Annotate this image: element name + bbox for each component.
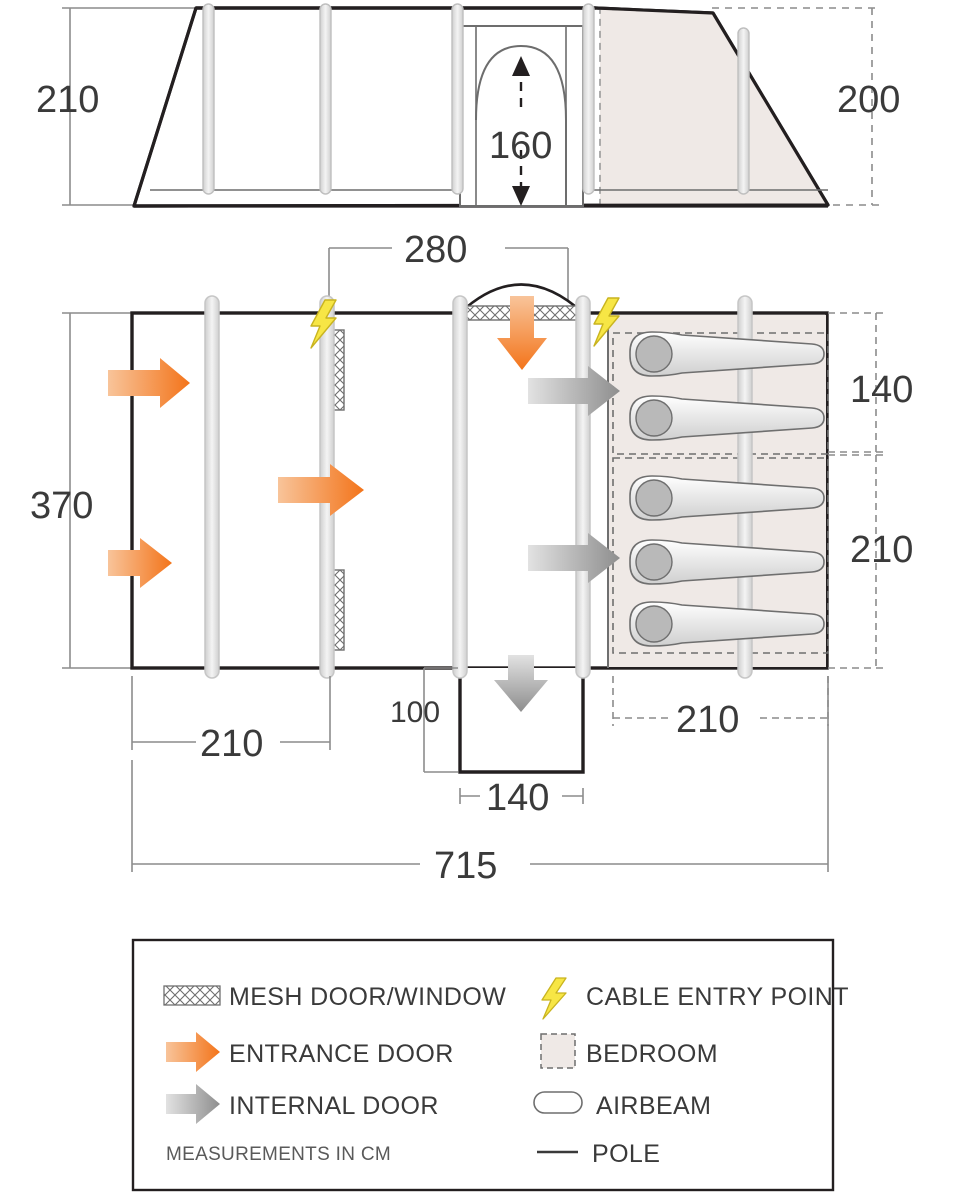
legend (133, 940, 849, 1190)
capsule-icon (534, 1092, 582, 1113)
plan-dim-210-living (132, 676, 330, 765)
plan-dim-100-label: 100 (390, 696, 441, 729)
mesh-icon (164, 986, 220, 1005)
plan-dim-210-bedroom (613, 676, 828, 741)
plan-dim-210-right-label: 210 (850, 529, 914, 571)
elev-dim-200-right-label: 200 (837, 79, 901, 121)
elev-dim-210-left-label: 210 (36, 79, 100, 121)
legend-label-mesh: MESH DOOR/WINDOW (229, 983, 507, 1011)
plan-dim-210-living-label: 210 (200, 723, 264, 765)
legend-note-measurements: MEASUREMENTS IN CM (166, 1144, 391, 1165)
elev-dim-160-label: 160 (489, 125, 553, 167)
elevation-bedroom-shade (600, 9, 828, 205)
plan-dim-210-bedroom-label: 210 (676, 699, 740, 741)
dashed-square-icon (541, 1034, 575, 1068)
plan-dim-715-label: 715 (434, 845, 498, 887)
plan-dim-140-porch-label: 140 (486, 777, 550, 819)
legend-label-internal: INTERNAL DOOR (229, 1092, 439, 1120)
legend-label-airbeam: AIRBEAM (596, 1092, 712, 1120)
plan-dim-370 (30, 313, 132, 668)
legend-label-cable: CABLE ENTRY POINT (586, 983, 849, 1011)
legend-label-entrance: ENTRANCE DOOR (229, 1040, 454, 1068)
legend-item-bedroom (541, 1034, 718, 1068)
elevation-door-panel (460, 26, 583, 206)
plan-dim-140-right (828, 313, 913, 452)
plan-dim-100 (390, 668, 458, 772)
legend-label-bedroom: BEDROOM (586, 1040, 718, 1068)
plan-dim-140-label: 140 (850, 369, 914, 411)
legend-label-pole: POLE (592, 1140, 661, 1168)
elevation-view (36, 4, 900, 206)
plan-dim-140-porch (460, 777, 583, 819)
plan-view (30, 229, 913, 887)
plan-dim-210-right (828, 455, 913, 668)
plan-dim-370-label: 370 (30, 485, 94, 527)
plan-dim-280-label: 280 (404, 229, 468, 271)
